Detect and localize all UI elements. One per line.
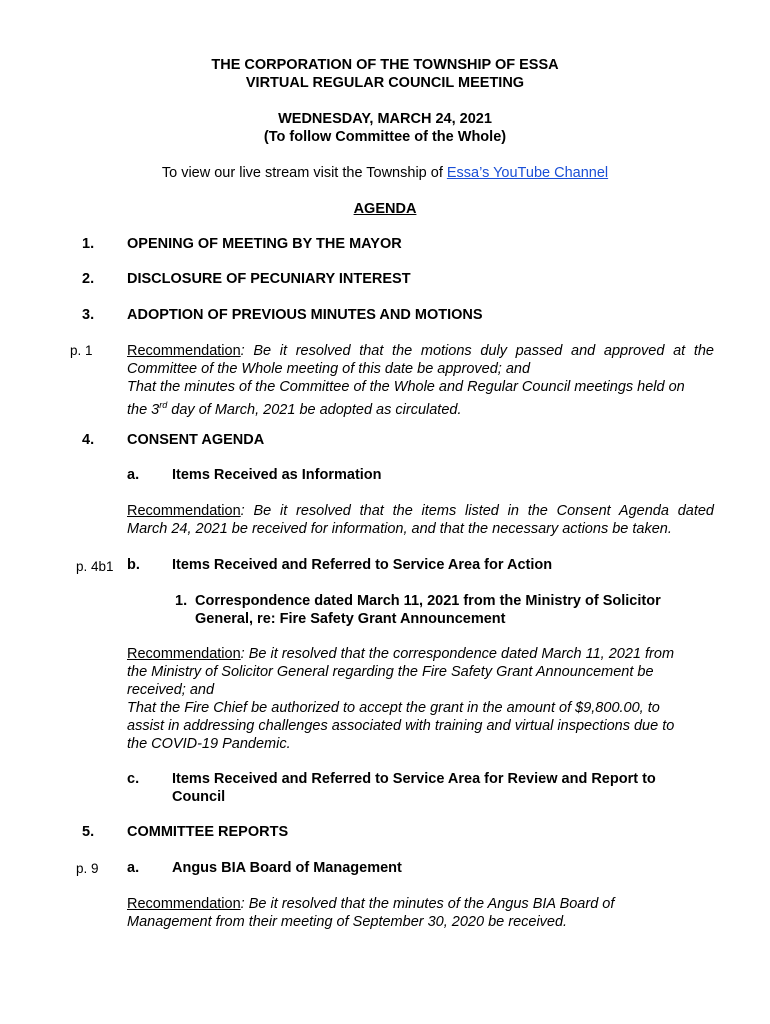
live-stream-text: To view our live stream visit the Township of — [161, 165, 447, 181]
recommendation-line: Recommendation: Be it resolved that the minutes of the Angus BIA Board of — [127, 896, 615, 912]
recommendation-line: Management from their meeting of September 30, 2020 be received. — [127, 914, 568, 930]
item-title-opening: OPENING OF MEETING BY THE MAYOR — [127, 236, 402, 252]
recommendation-line: received; and — [127, 682, 215, 698]
recommendation-label: Recommendation — [127, 343, 241, 359]
item-title-minutes: ADOPTION OF PREVIOUS MINUTES AND MOTIONS — [127, 307, 483, 323]
page-reference: p. 9 — [76, 861, 99, 876]
correspondence-number: 1. — [175, 593, 188, 609]
item-title-committee-reports: COMMITTEE REPORTS — [127, 824, 289, 840]
sub-item-title: Items Received and Referred to Service Area for Review and Report to — [172, 771, 656, 787]
sub-item-letter: b. — [127, 557, 140, 573]
correspondence-title: Correspondence dated March 11, 2021 from the Ministry of Solicitor — [195, 593, 661, 609]
sub-item-letter: a. — [127, 860, 140, 876]
meeting-title: VIRTUAL REGULAR COUNCIL MEETING — [245, 75, 525, 91]
recommendation-line: That the Fire Chief be authorized to accept the grant in the amount of $9,800.00, to — [127, 700, 660, 716]
recommendation-line: Recommendation: Be it resolved that the motions duly passed and approved at the — [127, 343, 714, 359]
recommendation-line: Recommendation: Be it resolved that the correspondence dated March 11, 2021 from — [127, 646, 675, 662]
recommendation-label: Recommendation — [127, 896, 241, 912]
item-number: 2. — [82, 271, 95, 287]
meeting-note: (To follow Committee of the Whole) — [263, 129, 507, 145]
recommendation-line: the COVID-19 Pandemic. — [127, 736, 291, 752]
sub-item-title: Angus BIA Board of Management — [172, 860, 402, 876]
page-reference: p. 4b1 — [76, 559, 114, 574]
youtube-channel-link[interactable]: Essa’s YouTube Channel — [446, 165, 609, 181]
item-number: 1. — [82, 236, 95, 252]
recommendation-line: Recommendation: Be it resolved that the items listed in the Consent Agenda dated — [127, 503, 714, 519]
sub-item-title: Items Received as Information — [172, 467, 382, 483]
sub-item-letter: a. — [127, 467, 140, 483]
item-number: 4. — [82, 432, 95, 448]
sub-item-title: Items Received and Referred to Service Area for Action — [172, 557, 553, 573]
item-title-disclosure: DISCLOSURE OF PECUNIARY INTEREST — [127, 271, 411, 287]
item-number: 3. — [82, 307, 95, 323]
item-title-consent: CONSENT AGENDA — [127, 432, 265, 448]
recommendation-line: assist in addressing challenges associated with training and virtual inspections due to — [127, 718, 675, 734]
meeting-date: WEDNESDAY, MARCH 24, 2021 — [278, 111, 492, 127]
recommendation-line: Committee of the Whole meeting of this date be approved; and — [127, 361, 531, 377]
sub-item-letter: c. — [127, 771, 140, 787]
recommendation-label: Recommendation — [127, 503, 241, 519]
recommendation-line: the Ministry of Solicitor General regarding the Fire Safety Grant Announcement be — [127, 664, 654, 680]
org-title: THE CORPORATION OF THE TOWNSHIP OF ESSA — [211, 57, 559, 73]
recommendation-label: Recommendation — [127, 646, 241, 662]
agenda-heading: AGENDA — [353, 201, 417, 217]
recommendation-line: March 24, 2021 be received for information, and that the necessary actions be taken. — [127, 521, 672, 537]
recommendation-line: the 3rd day of March, 2021 be adopted as circulated. — [127, 400, 462, 418]
sub-item-title: Council — [172, 789, 226, 805]
correspondence-title: General, re: Fire Safety Grant Announcement — [195, 611, 506, 627]
live-stream-line — [0, 165, 770, 181]
recommendation-line: That the minutes of the Committee of the Whole and Regular Council meetings held on — [127, 379, 685, 395]
page-reference: p. 1 — [70, 343, 93, 358]
item-number: 5. — [82, 824, 95, 840]
